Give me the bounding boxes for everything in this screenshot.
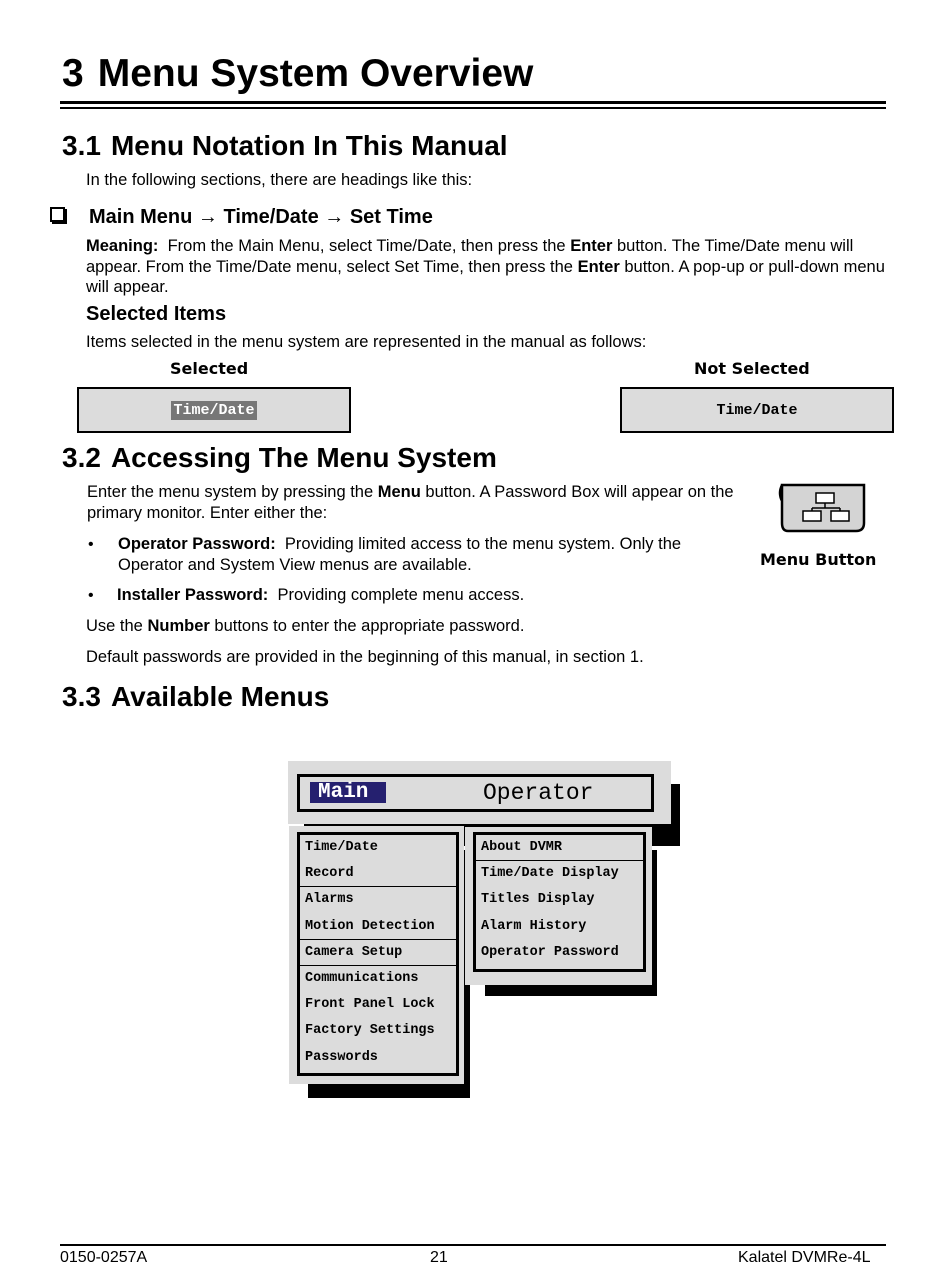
section-3-1-title: [62, 130, 508, 162]
number-keyword: Number: [147, 617, 210, 635]
section-number: 3.1: [62, 130, 101, 161]
footer-doc-number: 0150-0257A: [60, 1249, 148, 1266]
meaning-text-3: button. A pop-up or pull-down menu will appear.: [86, 257, 885, 296]
bullet-operator-password: [118, 534, 738, 575]
bullet-installer-password: [117, 585, 524, 606]
enter-keyword: Enter: [577, 257, 620, 276]
menu-item-alarms: Alarms: [305, 892, 354, 908]
selected-sample-text: Time/Date: [173, 401, 255, 419]
menu-item-camera-setup: Camera Setup: [300, 940, 456, 966]
menu-bar-operator: Operator: [483, 780, 594, 806]
bullet-label: Installer Password:: [117, 586, 269, 604]
menu-item-time-date: Time/Date: [305, 840, 378, 855]
number-line-text-1: Use the: [86, 617, 143, 635]
section-3-2-intro: [87, 482, 747, 523]
selected-items-desc: Items selected in the menu system are represented in the manual as follows:: [86, 333, 647, 351]
default-passwords-line: Default passwords are provided in the beginning of this manual, in section 1.: [86, 648, 644, 666]
menu-item-motion-detection: Motion Detection: [300, 914, 456, 940]
heading-part-set-time: Set Time: [349, 206, 433, 228]
main-menu-list: [297, 832, 459, 1076]
meaning-paragraph: [86, 236, 886, 298]
footer-rule: [60, 1244, 886, 1246]
selected-items-title: Selected Items: [86, 303, 227, 325]
header-rule-thin: [60, 107, 886, 109]
menu-button-icon: [778, 483, 866, 533]
not-selected-caption: Not Selected: [694, 359, 810, 378]
menu-item-record: Record: [300, 861, 456, 887]
section-title-text: Menu Notation In This Manual: [110, 130, 508, 161]
header-rule-thick: [60, 101, 886, 104]
section-3-3-title: [62, 681, 329, 713]
menu-item-titles-display: Titles Display: [481, 892, 595, 908]
arrow-icon: →: [324, 206, 345, 228]
number-line-text-2: buttons to enter the appropriate password.: [214, 617, 525, 635]
section-3-2-title: [62, 442, 497, 474]
bullet-text: Providing limited access to the menu system. Only the Operator and System View menus are available.: [118, 535, 682, 574]
number-buttons-line: [86, 616, 524, 637]
meaning-label: Meaning:: [86, 237, 159, 255]
menu-item-communications: Communications: [305, 970, 419, 986]
chapter-title-text: Menu System Overview: [97, 52, 534, 95]
enter-keyword: Enter: [570, 237, 613, 255]
bullet-dot: •: [88, 587, 94, 604]
selected-sample-box: [77, 387, 351, 433]
footer-product: Kalatel DVMRe-4L: [738, 1249, 871, 1266]
not-selected-sample-text: Time/Date: [716, 401, 798, 419]
menu-item-factory-settings: Factory Settings: [305, 1023, 435, 1039]
bullet-dot: •: [88, 536, 94, 553]
section-3-1-intro: In the following sections, there are headings like this:: [86, 171, 473, 189]
section-number: 3.3: [62, 681, 101, 712]
heading-part-main-menu: Main Menu: [89, 206, 193, 228]
meaning-text-2: button. The Time/Date menu will appear. From the Time/Date menu, select Set Time, then press the: [86, 237, 854, 276]
menu-item-time-date-display: Time/Date Display: [481, 866, 619, 882]
arrow-icon: →: [197, 206, 218, 228]
section-number: 3.2: [62, 442, 101, 473]
menu-item-passwords: Passwords: [305, 1049, 378, 1065]
bullet-label: Operator Password:: [118, 535, 276, 553]
footer-page-number: 21: [430, 1249, 448, 1266]
not-selected-sample-box: [620, 387, 894, 433]
meaning-text-1: From the Main Menu, select Time/Date, then press the: [167, 237, 566, 255]
menu-keyword: Menu: [377, 483, 421, 501]
menu-item-front-panel-lock: Front Panel Lock: [305, 997, 435, 1013]
menu-item-alarm-history: Alarm History: [481, 918, 587, 934]
intro-text-2: button. A Password Box will appear on the primary monitor. Enter either the:: [87, 483, 734, 522]
menu-button-caption: Menu Button: [760, 550, 877, 569]
menu-bar-main: Main: [310, 782, 386, 803]
intro-text-1: Enter the menu system by pressing the: [87, 483, 374, 501]
bullet-text: Providing complete menu access.: [277, 586, 525, 604]
chapter-number: 3: [62, 52, 84, 95]
menu-item-operator-password: Operator Password: [481, 944, 619, 960]
section-title-text: Accessing The Menu System: [110, 442, 497, 473]
heading-part-time-date: Time/Date: [223, 206, 319, 228]
section-title-text: Available Menus: [110, 681, 330, 712]
chapter-title: [62, 52, 533, 96]
example-menu-heading: [50, 206, 433, 229]
selected-caption: Selected: [170, 359, 249, 378]
operator-menu-list: [473, 832, 646, 972]
menu-item-about-dvmr: About DVMR: [476, 835, 643, 861]
checkbox-icon: [50, 207, 65, 222]
